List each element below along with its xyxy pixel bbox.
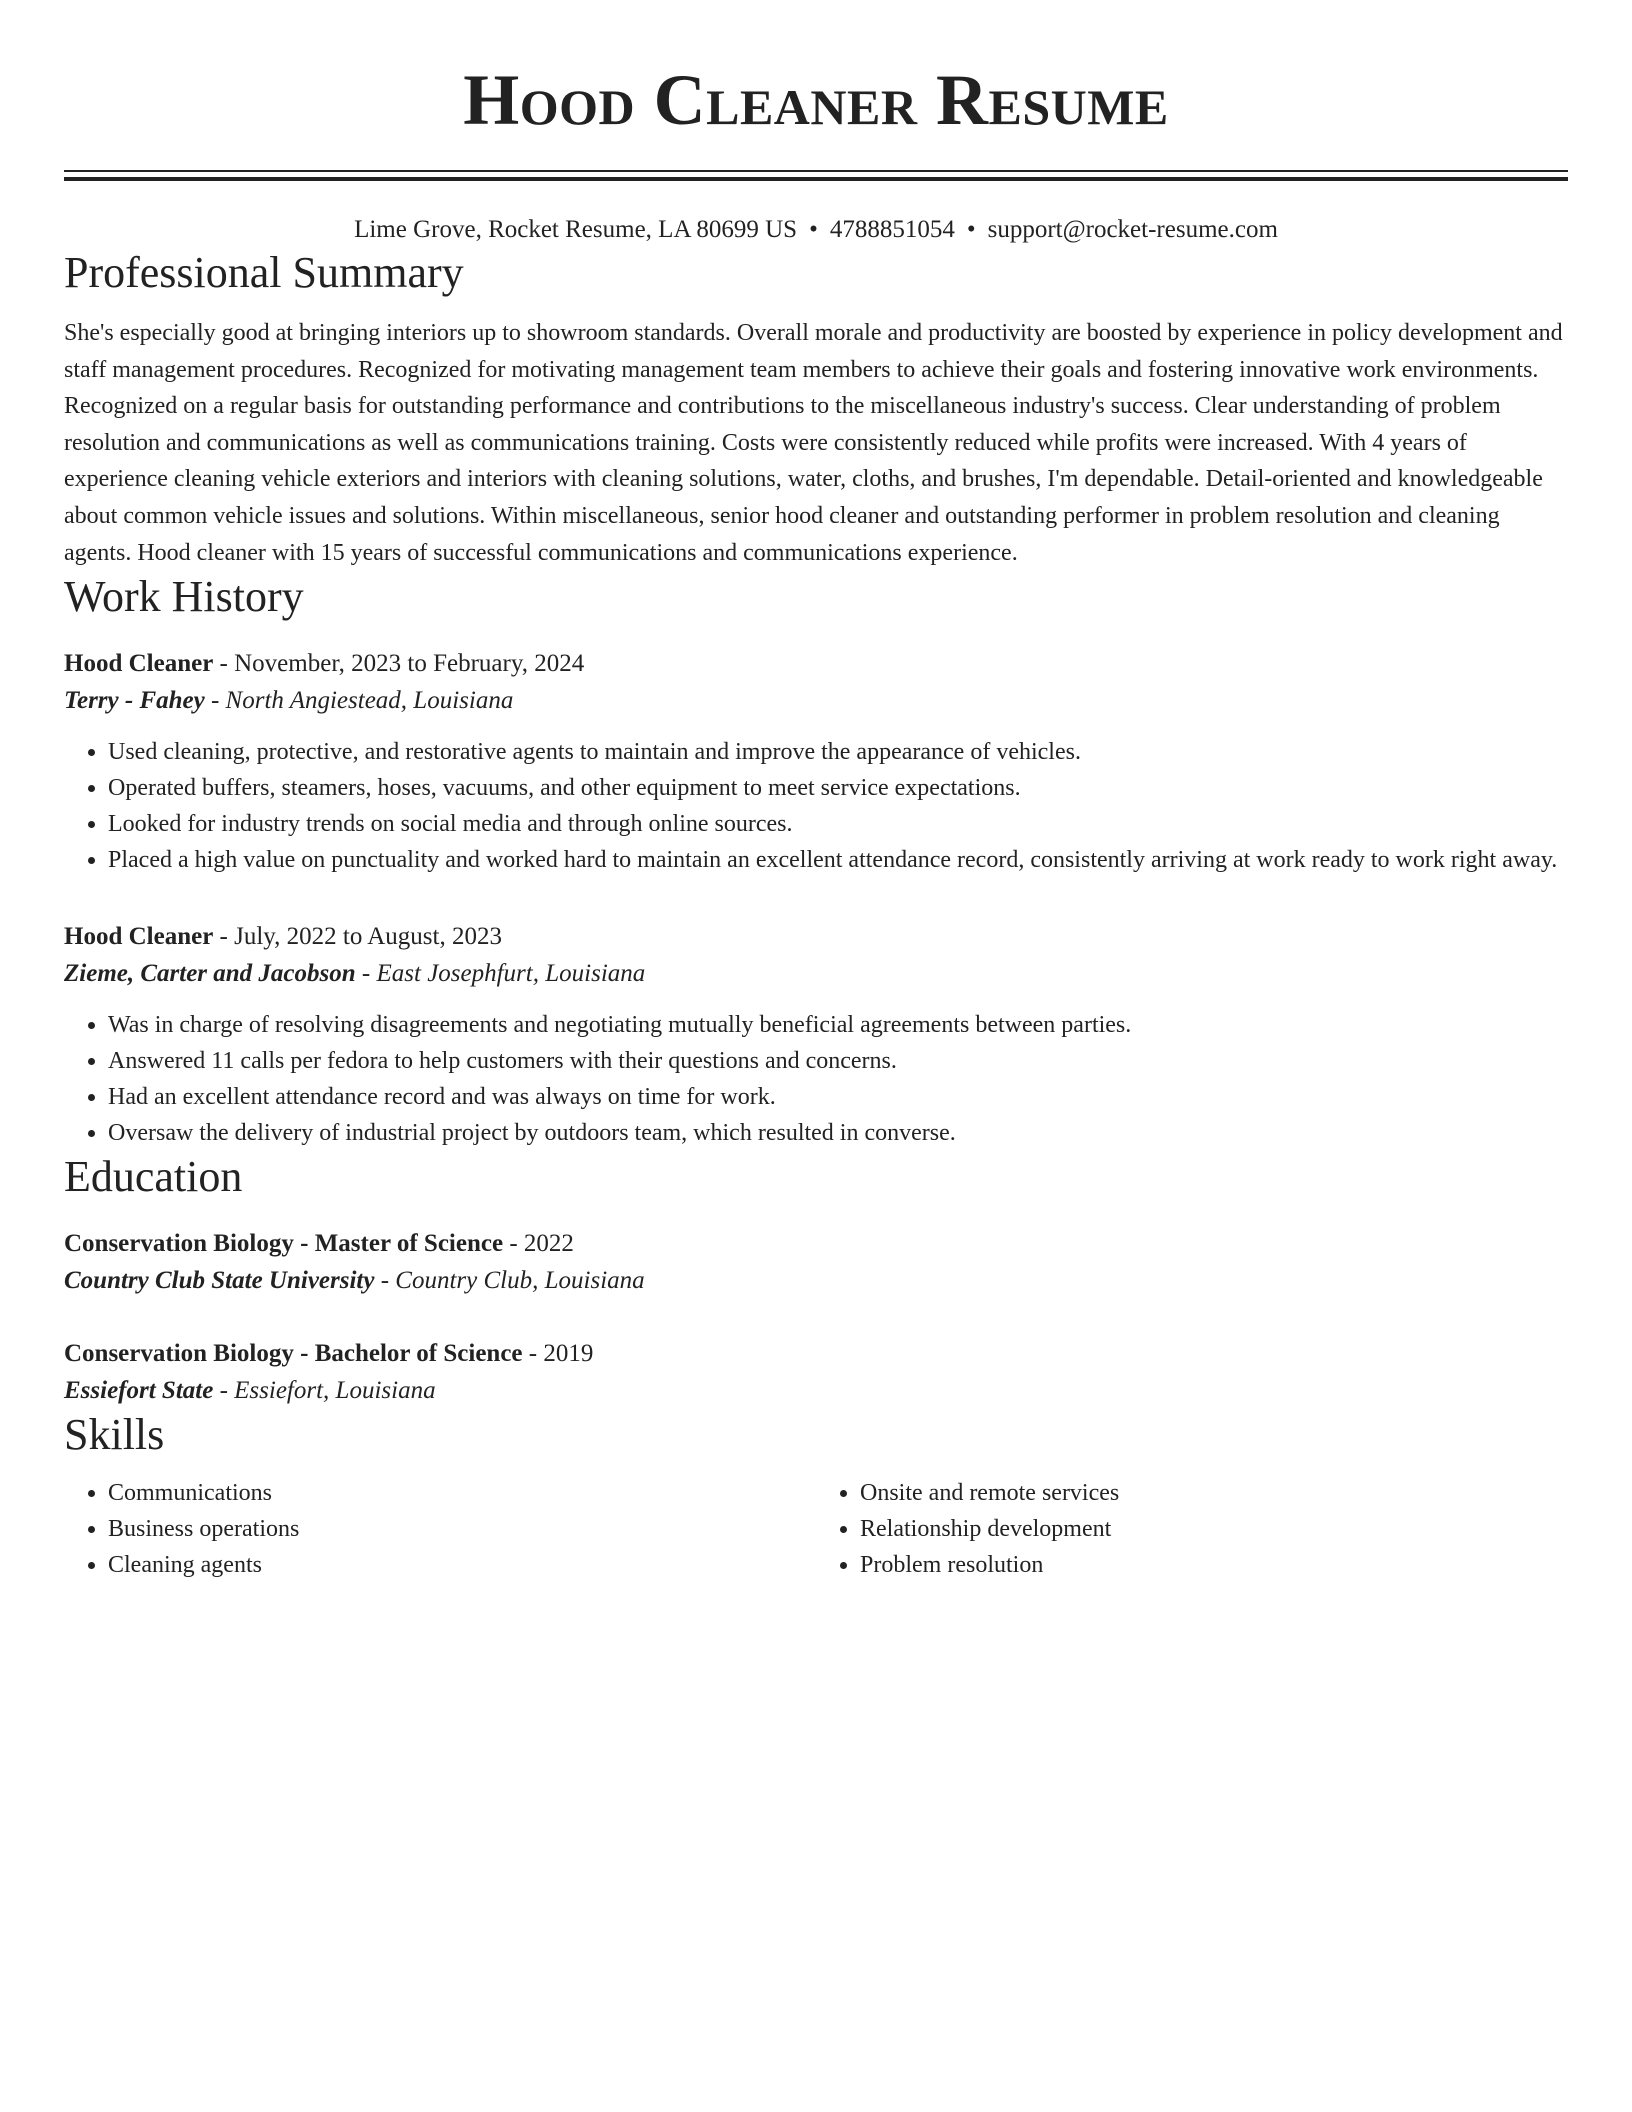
- skill-item: • Business operations: [108, 1511, 816, 1547]
- job-company: Terry - Fahey: [64, 687, 205, 715]
- contact-email: support@rocket-resume.com: [987, 216, 1278, 243]
- contact-address: Lime Grove, Rocket Resume, LA 80699 US: [354, 216, 798, 243]
- degree-line: [64, 1225, 1568, 1262]
- job-duty: • Oversaw the delivery of industrial project by outdoors team, which resulted in converse.: [108, 1115, 1568, 1151]
- graduation-year: - 2019: [522, 1340, 594, 1368]
- job-company-line: [64, 682, 1568, 719]
- summary-text: She's especially good at bringing interiors up to showroom standards. Overall morale and productivity are boosted by experience in policy development and staff management procedures. Recognized for motivating management team members to achieve their goals and fostering innovative work environments. Recognized on a regular basis for outstanding performance and contributions to the miscellaneous industry's success. Clear understanding of problem resolution and communications as well as communications training. Costs were consistently reduced while profits were increased. With 4 years of experience cleaning vehicle exteriors and interiors with cleaning solutions, water, cloths, and brushes, I'm dependable. Detail-oriented and knowledgeable about common vehicle issues and solutions. Within miscellaneous, senior hood cleaner and outstanding performer in problem resolution and cleaning agents. Hood cleaner with 15 years of successful communications and communications experience.: [64, 320, 1563, 566]
- job-duty: • Was in charge of resolving disagreements and negotiating mutually beneficial agreements between parties.: [108, 1007, 1568, 1043]
- degree-line: [64, 1335, 1568, 1372]
- skill-item: • Communications: [108, 1475, 816, 1511]
- degree: Conservation Biology - Master of Science: [64, 1230, 504, 1258]
- school-name: Essiefort State: [64, 1377, 214, 1405]
- job-entry: [64, 645, 1568, 878]
- education-heading: Education: [64, 1152, 243, 1202]
- job-duties: [64, 734, 1568, 878]
- skills-column-right: [816, 1475, 1568, 1583]
- education-entry: [64, 1225, 1568, 1299]
- skill-item: • Onsite and remote services: [860, 1475, 1568, 1511]
- graduation-year: - 2022: [503, 1230, 574, 1258]
- summary-heading: Professional Summary: [64, 248, 464, 297]
- contact-separator: •: [809, 216, 818, 243]
- skill-item: • Cleaning agents: [108, 1547, 816, 1583]
- work-history-heading: Work History: [64, 572, 304, 622]
- contact-phone: 4788851054: [829, 216, 955, 243]
- skills-heading: Skills: [64, 1410, 165, 1460]
- school-location: - Essiefort, Louisiana: [213, 1377, 436, 1405]
- job-entry: [64, 918, 1568, 1151]
- school-line: [64, 1262, 1568, 1299]
- job-location: - North Angiestead, Louisiana: [204, 687, 514, 715]
- job-duty: • Looked for industry trends on social media and through online sources.: [108, 806, 1568, 842]
- job-company-line: [64, 955, 1568, 992]
- skills-list: [64, 1475, 1568, 1583]
- job-title: Hood Cleaner: [64, 650, 214, 678]
- job-duty: • Operated buffers, steamers, hoses, vacuums, and other equipment to meet service expectations.: [108, 770, 1568, 806]
- job-location: - East Josephfurt, Louisiana: [355, 960, 646, 988]
- resume-title: Hood Cleaner Resume: [463, 60, 1169, 140]
- job-title-line: [64, 645, 1568, 682]
- job-title: Hood Cleaner: [64, 923, 214, 951]
- degree: Conservation Biology - Bachelor of Science: [64, 1340, 523, 1368]
- school-name: Country Club State University: [64, 1267, 375, 1295]
- skills-column-left: [64, 1475, 816, 1583]
- skill-item: • Problem resolution: [860, 1547, 1568, 1583]
- title-divider: [64, 170, 1568, 181]
- job-duty: • Placed a high value on punctuality and worked hard to maintain an excellent attendance record, consistently arriving at work ready to work right away.: [108, 842, 1568, 878]
- job-duty: • Answered 11 calls per fedora to help customers with their questions and concerns.: [108, 1043, 1568, 1079]
- job-dates: - July, 2022 to August, 2023: [213, 923, 502, 951]
- job-duty: • Had an excellent attendance record and was always on time for work.: [108, 1079, 1568, 1115]
- job-title-line: [64, 918, 1568, 955]
- job-duties: [64, 1007, 1568, 1151]
- job-company: Zieme, Carter and Jacobson: [64, 960, 356, 988]
- education-entry: [64, 1335, 1568, 1409]
- school-line: [64, 1372, 1568, 1409]
- job-dates: - November, 2023 to February, 2024: [213, 650, 585, 678]
- contact-separator: •: [966, 216, 976, 243]
- job-duty: • Used cleaning, protective, and restorative agents to maintain and improve the appearance of vehicles.: [108, 734, 1568, 770]
- school-location: - Country Club, Louisiana: [374, 1267, 645, 1295]
- skill-item: • Relationship development: [860, 1511, 1568, 1547]
- contact-line: [64, 213, 1568, 247]
